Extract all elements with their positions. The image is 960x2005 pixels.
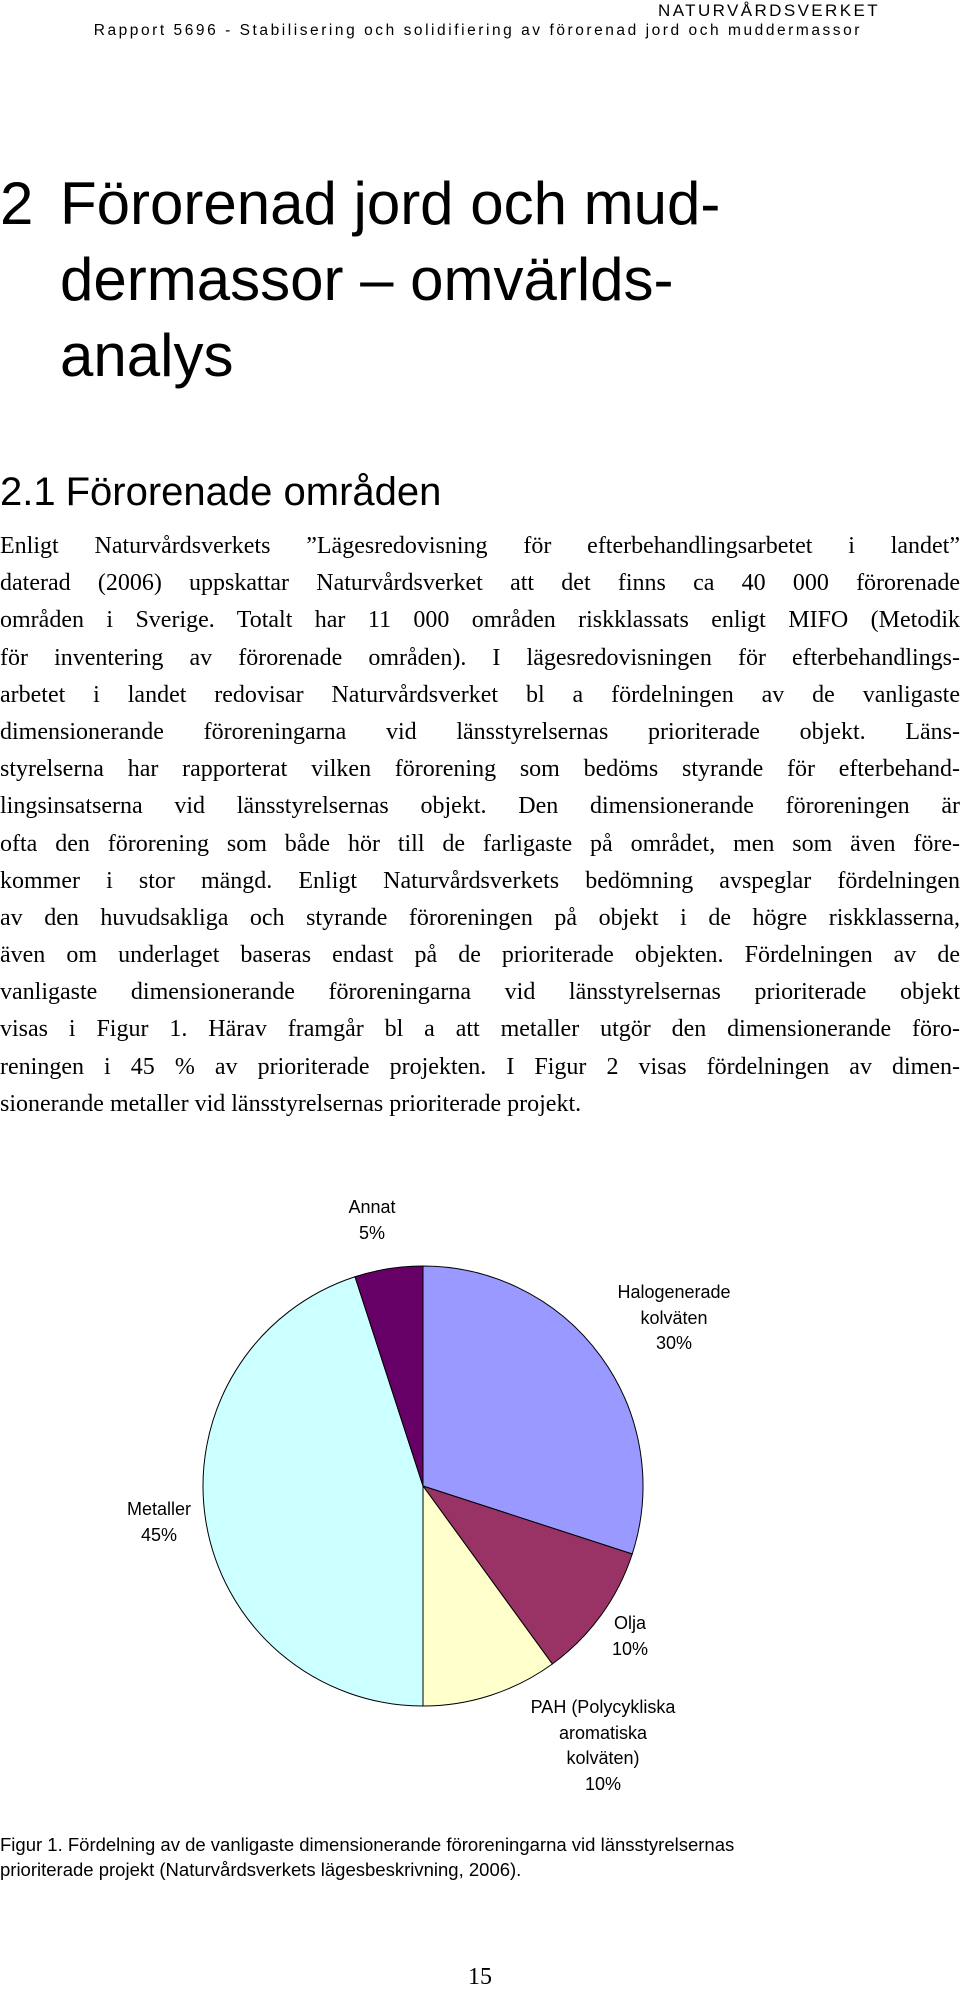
body-paragraph (0, 528, 960, 1123)
pie-label-line: Halogenerade (617, 1282, 731, 1302)
pie-label-line: 10% (611, 1638, 649, 1659)
body-line: dimensionerande föroreningarna vid länsstyrelsernas prioriterade objekt. Läns- (0, 718, 960, 745)
pie-label-line: Annat (348, 1197, 396, 1217)
body-line: även om underlaget baseras endast på de prioriterade objekten. Fördelningen av de (0, 942, 960, 969)
body-line: sionerande metaller vid länsstyrelsernas prioriterade projekt. (0, 1090, 582, 1117)
pie-label-line: 45% (140, 1524, 178, 1545)
pie-label (453, 1695, 753, 1797)
body-line: kommer i stor mängd. Enligt Naturvårdsverkets bedömning avspeglar fördelningen (0, 867, 960, 894)
body-line: områden i Sverige. Totalt har 11 000 områden riskklassats enligt MIFO (Metodik (0, 607, 960, 634)
pie-label-line: Metaller (126, 1499, 192, 1519)
pie-label (480, 1611, 780, 1662)
pie-label (222, 1195, 522, 1246)
body-line: daterad (2006) uppskattar Naturvårdsverket att det finns ca 40 000 förorenade (0, 570, 960, 597)
pie-label-line: kolväten) (566, 1748, 640, 1768)
chapter-title-line: dermassor – omvärlds- (60, 246, 674, 313)
body-line: vanligaste dimensionerande föroreningarna vid länsstyrelsernas prioriterade objekt (0, 979, 960, 1006)
body-line: för inventering av förorenade områden). I lägesredovisningen för efterbehandlings- (0, 644, 960, 671)
chapter-title-line: Förorenad jord och mud- (60, 170, 721, 237)
header-report-title: Rapport 5696 - Stabilisering och solidifiering av förorenad jord och muddermassor (93, 22, 862, 39)
section-heading (0, 468, 441, 516)
pie-label (9, 1497, 309, 1548)
pie-label-line: 30% (655, 1333, 693, 1353)
pie-label-line: 10% (584, 1773, 622, 1794)
pie-label-line: 5% (358, 1222, 385, 1243)
body-line: reningen i 45 % av prioriterade projekten. I Figur 2 visas fördelningen av dimen- (0, 1053, 960, 1080)
pie-label-line: kolväten (640, 1307, 708, 1328)
body-line: lingsinsatserna vid länsstyrelsernas objekt. Den dimensionerande föroreningen är (0, 793, 960, 820)
body-line: av den huvudsakliga och styrande föroreningen på objekt i de högre riskklasserna, (0, 904, 960, 931)
body-line: ofta den förorening som både hör till de farligaste på området, men som även före- (0, 830, 960, 857)
caption-line: Figur 1. Fördelning av de vanligaste dimensionerande föroreningarna vid länsstyrelsernas (0, 1834, 735, 1855)
section-title: Förorenade områden (65, 470, 442, 514)
page-number: 15 (468, 1964, 492, 1990)
pie-label-line: Olja (613, 1613, 646, 1633)
pie-chart-figure-1 (0, 1195, 960, 1795)
body-line: visas i Figur 1. Härav framgår bl a att metaller utgör den dimensionerande föro- (0, 1016, 960, 1043)
pie-label-line: PAH (Polycykliska (530, 1697, 676, 1717)
chapter-title-line: analys (60, 322, 234, 389)
body-line: styrelserna har rapporterat vilken förorening som bedöms styrande för efterbehand- (0, 756, 960, 783)
chapter-number: 2 (0, 170, 34, 237)
body-line: Enligt Naturvårdsverkets ”Lägesredovisning för efterbehandlingsarbetet i landet” (0, 533, 960, 559)
section-number: 2.1 (0, 470, 56, 514)
header-org: NATURVÅRDSVERKET (658, 1, 880, 20)
pie-label (524, 1280, 824, 1357)
caption-line: prioriterade projekt (Naturvårdsverkets lägesbeskrivning, 2006). (0, 1859, 522, 1880)
body-line: arbetet i landet redovisar Naturvårdsverket bl a fördelningen av de vanligaste (0, 681, 960, 708)
figure-caption (0, 1832, 960, 1882)
pie-label-line: aromatiska (558, 1722, 648, 1743)
